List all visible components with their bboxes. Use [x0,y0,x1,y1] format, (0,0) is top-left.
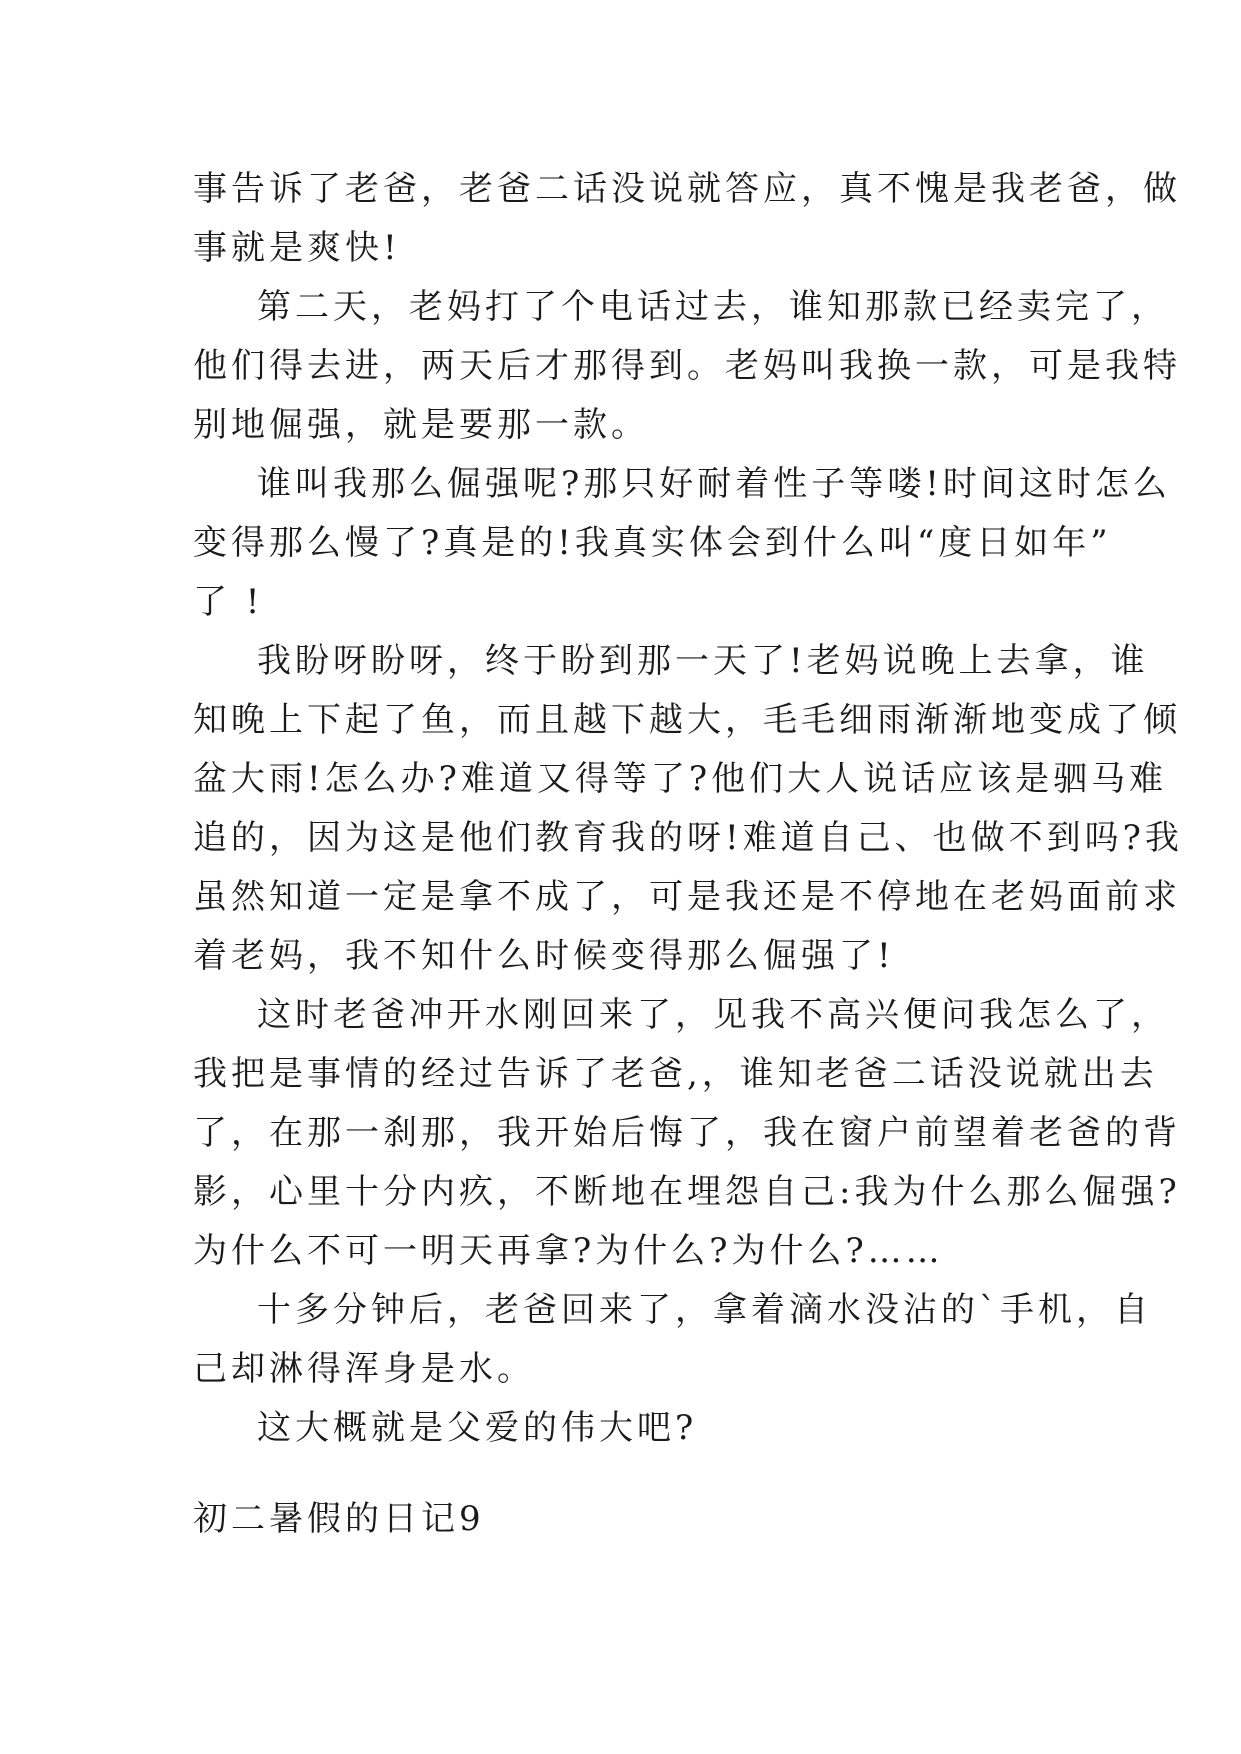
text-line: 这大概就是父爱的伟大吧? [257,1408,698,1448]
text-line: 事就是爽快! [193,228,401,268]
text-line: 盆大雨!怎么办?难道又得等了?他们大人说话应该是驷马难 [193,759,1168,799]
body-text [193,160,1183,1458]
text-line: 为什么不可一明天再拿?为什么?为什么?…… [193,1231,944,1271]
text-line: 谁叫我那么倔强呢?那只好耐着性子等喽!时间这时怎么 [257,464,1171,504]
text-line: 这时老爸冲开水刚回来了，见我不高兴便问我怎么了， [257,995,1169,1035]
text-line: 着老妈，我不知什么时候变得那么倔强了! [193,936,895,976]
text-line: 我把是事情的经过告诉了老爸,，谁知老爸二话没说就出去 [193,1054,1158,1094]
text-line: 己却淋得浑身是水。 [193,1349,535,1389]
section-heading: 初二暑假的日记9 [193,1499,485,1539]
text-line: 了，在那一刹那，我开始后悔了，我在窗户前望着老爸的背 [193,1113,1181,1153]
text-line: 第二天，老妈打了个电话过去，谁知那款已经卖完了， [257,287,1169,327]
text-line: 别地倔强，就是要那一款。 [193,405,649,445]
text-line: 追的，因为这是他们教育我的呀!难道自己、也做不到吗?我 [193,818,1183,858]
text-line: 十多分钟后，老爸回来了，拿着滴水没沾的`手机，自 [257,1290,1152,1330]
text-line: 了 ! [193,582,264,622]
text-line: 我盼呀盼呀，终于盼到那一天了!老妈说晚上去拿，谁 [257,641,1149,681]
text-line: 影，心里十分内疚，不断地在埋怨自己:我为什么那么倔强? [193,1172,1181,1212]
text-line: 虽然知道一定是拿不成了，可是我还是不停地在老妈面前求 [193,877,1181,917]
text-line: 知晚上下起了鱼，而且越下越大，毛毛细雨渐渐地变成了倾 [193,700,1181,740]
text-line: 变得那么慢了?真是的!我真实体会到什么叫“度日如年” [193,523,1112,563]
text-line: 他们得去进，两天后才那得到。老妈叫我换一款，可是我特 [193,346,1181,386]
text-line: 事告诉了老爸，老爸二话没说就答应，真不愧是我老爸，做 [193,169,1181,209]
